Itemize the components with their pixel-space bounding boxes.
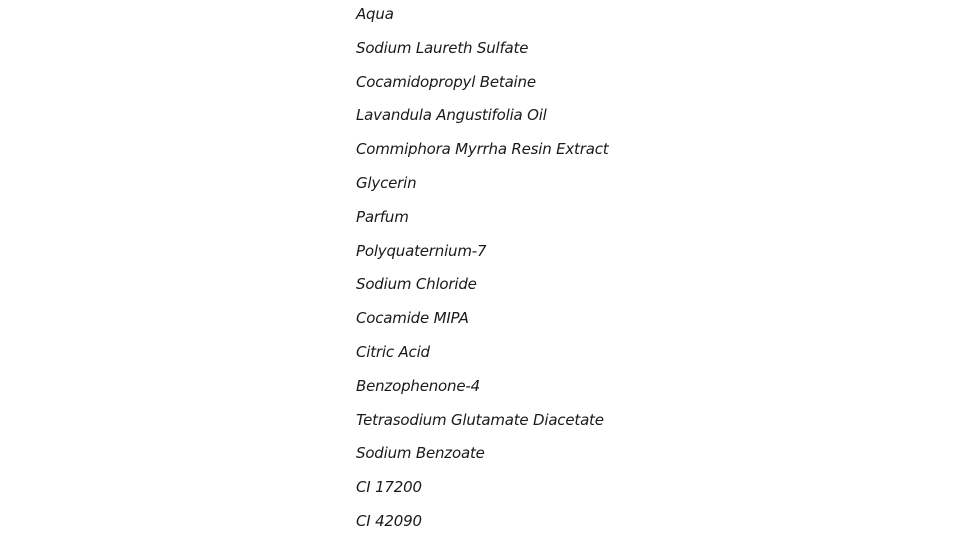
ingredient-list <box>356 4 608 545</box>
ingredient-item: Tetrasodium Glutamate Diacetate <box>356 410 604 429</box>
ingredient-item: Lavandula Angustifolia Oil <box>356 106 547 125</box>
ingredient-item: CI 17200 <box>356 478 422 497</box>
ingredient-item: Polyquaternium-7 <box>356 241 487 260</box>
ingredient-item: Benzophenone-4 <box>356 376 480 395</box>
ingredient-item: CI 42090 <box>356 511 422 530</box>
ingredient-item: Glycerin <box>356 173 417 192</box>
ingredient-item: Sodium Benzoate <box>356 444 485 463</box>
ingredient-item: Parfum <box>356 207 409 226</box>
ingredient-item: Aqua <box>356 5 394 23</box>
ingredient-item: Cocamidopropyl Betaine <box>356 72 536 91</box>
ingredient-item: Cocamide MIPA <box>356 309 469 328</box>
ingredient-item: Commiphora Myrrha Resin Extract <box>356 140 609 159</box>
ingredient-item: Citric Acid <box>356 342 430 361</box>
ingredient-item: Sodium Chloride <box>356 275 477 294</box>
ingredient-item: Sodium Laureth Sulfate <box>356 38 529 57</box>
